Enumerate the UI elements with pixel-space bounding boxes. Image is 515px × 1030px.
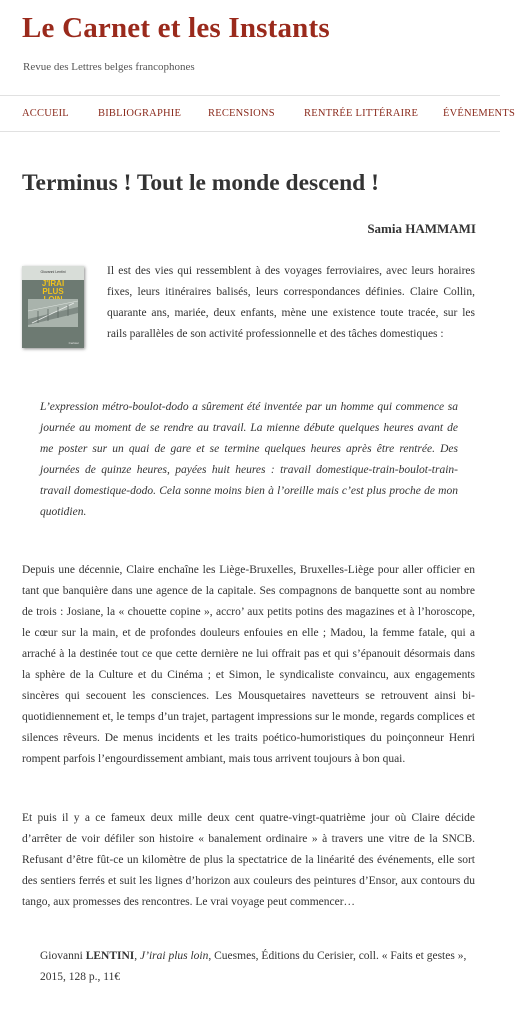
body-paragraph-1: Depuis une décennie, Claire enchaîne les Liège-Bruxelles, Bruxelles-Liège pour aller officier en tant que banquière dans une agence de la capitale. Ses compagnons de banquette sont au nombre de trois : Josiane, la « chouette copine », accro’ aux petits potins des magazines et à l’horoscope, le cœur sur la main, et de profondes douleurs enfouies en elle ; Madou, la femme fatale, qui a arraché à la destinée tout ce que cette dernière ne lui offrait pas et qui s’épanouit désormais dans la sphère de la Culture et du Cinéma ; et Simon, le syndicaliste convaincu, aux engagements sincères qui secouent les consciences. Les Mousquetaires navetteurs se retrouvent ainsi bi-quotidiennement et, le temps d’un trajet, partagent impressions sur le monde, regards complices et silences rêveurs. De menus incidents et les traits poético-humoristiques du poinçonneur Henri rompent parfois l’engourdissement ambiant, mais tous arrivent toujours à bon quai. — [22, 564, 475, 765]
book-cover-image — [22, 266, 84, 348]
nav-item-accueil[interactable]: ACCUEIL — [22, 108, 69, 119]
nav-item-bibliographie[interactable]: BIBLIOGRAPHIE — [98, 108, 182, 119]
quote-paragraph: L’expression métro-boulot-dodo a sûrement été inventée par un homme qui commence sa journée au moment de se rendre au travail. La mienne débute quelques heures avant de me poster sur un quai de gare et se termine quelques heures après être rentrée. Des journées de quinze heures, payées huit heures : travail domestique-train-boulot-train-travail domestique-dodo. Cela sonne moins bien à l’oreille mais c’est plus proche de mon quotidien. — [40, 401, 458, 518]
post-title: Terminus ! Tout le monde descend ! — [22, 170, 379, 196]
cover-author: Giovanni Lentini — [40, 270, 66, 274]
cover-photo — [28, 299, 78, 327]
site-tagline: Revue des Lettres belges francophones — [23, 61, 195, 73]
intro-paragraph: Il est des vies qui ressemblent à des voyages ferroviaires, avec leurs horaires fixes, leurs itinéraires balisés, leurs correspondances définies. Claire Collin, quarante ans, mariée, deux enfants, mène une existence toute tracée, sur les rails parallèles de son activité professionnelle et des tâches domestiques : — [107, 265, 475, 340]
site-title[interactable]: Le Carnet et les Instants — [22, 12, 330, 44]
cover-publisher: Cerisier — [68, 341, 79, 345]
body-paragraph-2: Et puis il y a ce fameux deux mille deux cent quatre-vingt-quatrième jour où Claire décide d’arrêter de voir défiler son histoire « banalement ordinaire » à travers une vitre de la SNCB. Refusant d’être fût-ce un kilomètre de plus la spectatrice de la linéarité des événements, elle sort des sentiers ferrés et suit les lignes d’horizon aux couleurs des peintures d’Ensor, aux contours du tango, aux promesses des rencontres. Le vrai voyage peut commencer… — [22, 812, 475, 908]
nav-item-evenements[interactable]: ÉVÉNEMENTS — [443, 108, 515, 119]
biblio-last-name: LENTINI — [85, 950, 135, 962]
main-nav — [0, 95, 515, 132]
nav-item-recensions[interactable]: RECENSIONS — [208, 108, 275, 119]
book-reference: Giovanni LENTINI, J’irai plus loin, Cuesmes, Éditions du Cerisier, coll. « Faits et gestes », 2015, 128 p., 11€ — [40, 950, 467, 983]
cover-title: J'IRAI PLUS — [41, 279, 65, 296]
biblio-details: , Cuesmes, Éditions du Cerisier, coll. « Faits et gestes », 2015, 128 p., 11€ — [40, 950, 467, 983]
post-author: Samia HAMMAMI — [367, 221, 476, 236]
biblio-book-title: J’irai plus loin — [140, 950, 209, 962]
nav-item-rentree-litteraire[interactable]: RENTRÉE LITTÉRAIRE — [304, 108, 419, 119]
biblio-first-name: Giovanni — [40, 950, 86, 962]
